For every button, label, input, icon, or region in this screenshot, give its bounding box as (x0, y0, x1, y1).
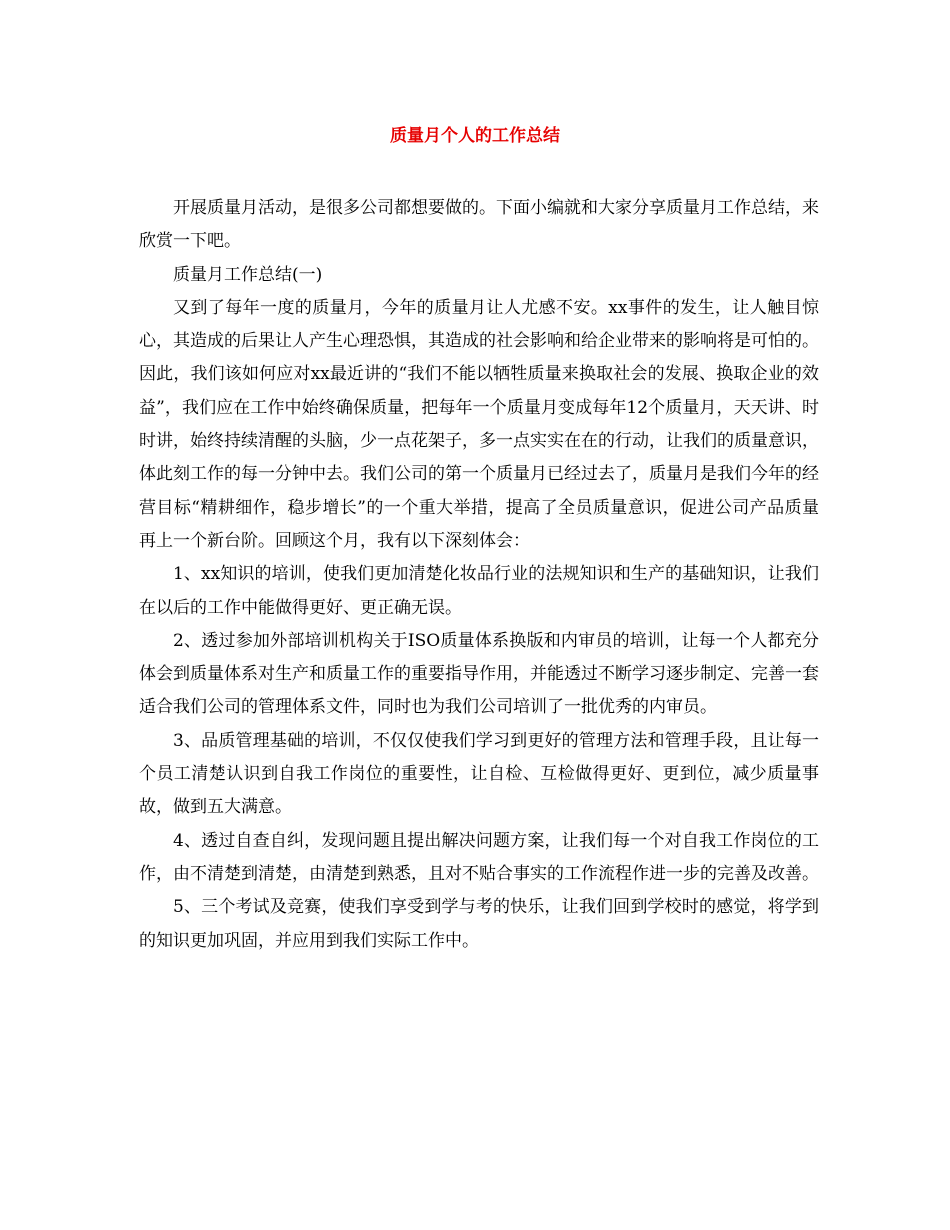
paragraph-main: 又到了每年一度的质量月，今年的质量月让人尤感不安。xx事件的发生，让人触目惊心，其造成的后果让人产生心理恐惧，其造成的社会影响和给企业带来的影响将是可怕的。因此，我们该如何应对xx最近讲的“我们不能以牺牲质量来换取社会的发展、换取企业的效益”，我们应在工作中始终确保质量，把每年一个质量月变成每年12个质量月，天天讲、时时讲，始终持续清醒的头脑，少一点花架子，多一点实实在在的行动，让我们的质量意识，体此刻工作的每一分钟中去。我们公司的第一个质量月已经过去了，质量月是我们今年的经营目标“精耕细作，稳步增长”的一个重大举措，提高了全员质量意识，促进公司产品质量再上一个新台阶。回顾这个月，我有以下深刻体会： (139, 297, 819, 551)
document-title: 质量月个人的工作总结 (390, 126, 560, 146)
list-item-1: 1、xx知识的培训，使我们更加清楚化妆品行业的法规知识和生产的基础知识，让我们在以后的工作中能做得更好、更正确无误。 (139, 564, 819, 618)
document-body (139, 192, 819, 958)
section-heading: 质量月工作总结(一) (173, 264, 323, 285)
list-item-4: 4、透过自查自纠，发现问题且提出解决问题方案，让我们每一个对自我工作岗位的工作，由不清楚到清楚，由清楚到熟悉，且对不贴合事实的工作流程作进一步的完善及改善。 (139, 830, 819, 884)
list-item-2: 2、透过参加外部培训机构关于ISO质量体系换版和内审员的培训，让每一个人都充分体会到质量体系对生产和质量工作的重要指导作用，并能透过不断学习逐步制定、完善一套适合我们公司的管理体系文件，同时也为我们公司培训了一批优秀的内审员。 (139, 630, 819, 718)
list-item-3: 3、品质管理基础的培训，不仅仅使我们学习到更好的管理方法和管理手段，且让每一个员工清楚认识到自我工作岗位的重要性，让自检、互检做得更好、更到位，减少质量事故，做到五大满意。 (139, 730, 819, 818)
paragraph-intro: 开展质量月活动，是很多公司都想要做的。下面小编就和大家分享质量月工作总结，来欣赏一下吧。 (139, 198, 819, 252)
list-item-5: 5、三个考试及竞赛，使我们享受到学与考的快乐，让我们回到学校时的感觉，将学到的知识更加巩固，并应用到我们实际工作中。 (139, 897, 819, 951)
